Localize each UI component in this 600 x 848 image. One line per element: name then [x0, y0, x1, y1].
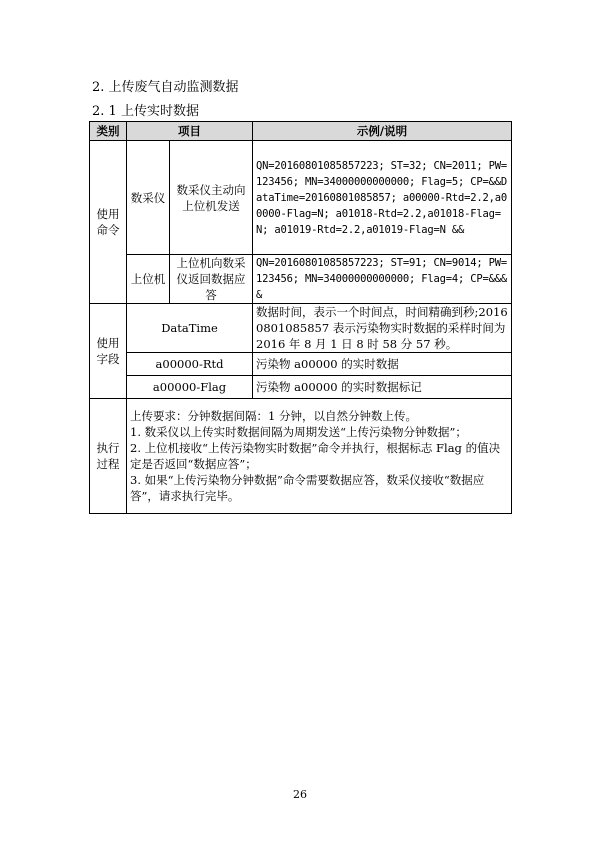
process-line: 上传要求：分钟数据间隔：1 分钟，以自然分钟数上传。 [130, 409, 417, 423]
header-category: 类别 [90, 122, 127, 141]
command-group-cell: 使用命令 [90, 141, 127, 304]
collector-example: QN=20160801085857223; ST=32; CN=2011; PW=123456; MN=34000000000000; Flag=5; CP=&&DataTime=20160801085857; a00000-Rtd=2.2,a00000-Flag=N; a01018-Rtd=2.2,a01018-Flag=N; a01019-Rtd=2.2,a01019-Flag=N && [253, 141, 512, 255]
host-action: 上位机向数采仪返回数据应答 [170, 255, 253, 304]
host-label: 上位机 [127, 255, 170, 304]
field-name: a00000-Rtd [127, 353, 253, 376]
table-row [90, 304, 512, 353]
collector-action: 数采仪主动向上位机发送 [170, 141, 253, 255]
table-row [90, 141, 512, 255]
header-example: 示例/说明 [253, 122, 512, 141]
table-row [90, 376, 512, 399]
process-line: 1. 数采仪以上传实时数据间隔为周期发送“上传污染物分钟数据”； [130, 425, 467, 439]
process-description [127, 399, 512, 514]
field-group-cell: 使用字段 [90, 304, 127, 399]
header-item: 项目 [127, 122, 253, 141]
field-desc: 污染物 a00000 的实时数据 [253, 353, 512, 376]
field-desc: 污染物 a00000 的实时数据标记 [253, 376, 512, 399]
table-row [90, 255, 512, 304]
subsection-heading: 2. 1 上传实时数据 [92, 104, 199, 119]
process-group-cell: 执行过程 [90, 399, 127, 514]
section-heading: 2. 上传废气自动监测数据 [92, 80, 239, 95]
collector-label: 数采仪 [127, 141, 170, 255]
table-row [90, 399, 512, 514]
field-name: DataTime [127, 304, 253, 353]
table-header-row [90, 122, 512, 141]
field-desc: 数据时间，表示一个时间点，时间精确到秒;20160801085857 表示污染物实时数据的采样时间为 2016 年 8 月 1 日 8 时 58 分 57 秒。 [253, 304, 512, 353]
process-line: 2. 上位机接收“上传污染物实时数据”命令并执行，根据标志 Flag 的值决定是否返回“数据应答”； [130, 441, 501, 471]
host-example: QN=20160801085857223; ST=91; CN=9014; PW=123456; MN=34000000000000; Flag=4; CP=&&&& [253, 255, 512, 304]
spec-table [89, 121, 512, 514]
table-row [90, 353, 512, 376]
field-name: a00000-Flag [127, 376, 253, 399]
process-line: 3. 如果“上传污染物分钟数据”命令需要数据应答，数采仪接收“数据应答”，请求执行完毕。 [130, 473, 485, 503]
page-number: 26 [293, 788, 307, 801]
